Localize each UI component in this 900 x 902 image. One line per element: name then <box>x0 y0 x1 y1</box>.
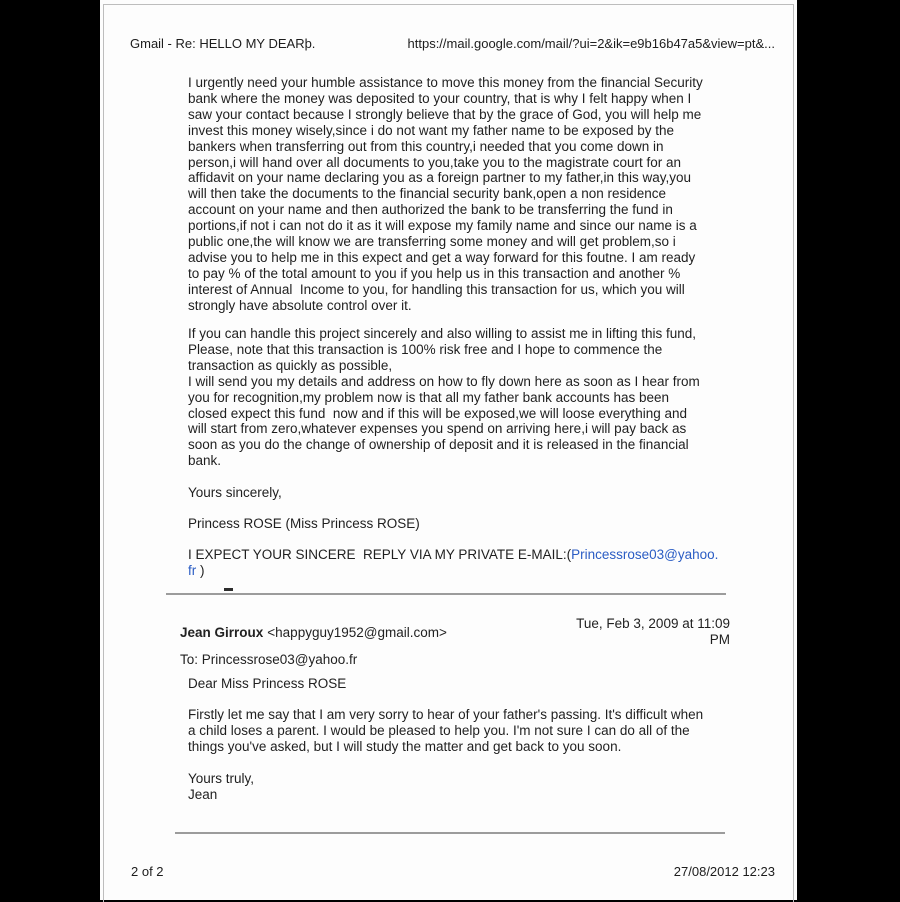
email-body-line: saw your contact because I strongly believe that by the grace of God, you will help me <box>188 106 702 122</box>
email-body-line: to pay % of the total amount to you if you help us in this transaction and another % <box>188 265 681 281</box>
quoted-email-paragraph-1 <box>188 75 703 314</box>
reply-salutation: Dear Miss Princess ROSE <box>188 676 347 691</box>
email-body-line: bank where the money was deposited to your country, that is why I felt happy when I <box>188 90 692 106</box>
email-body-line: account on your name and then authorized the bank to be transferring the fund in <box>188 202 673 218</box>
reply-date <box>576 616 730 648</box>
reply-signature: Jean <box>188 786 218 802</box>
reply-closing: Yours truly, <box>188 771 255 786</box>
email-body-line: person,i will hand over all documents to you,take you to the magistrate court for an <box>188 154 682 170</box>
email-body-line: you for recognition,my problem now is that all my father bank accounts has been <box>188 389 670 405</box>
reply-sender-line <box>180 625 447 640</box>
email-body-line: closed expect this fund now and if this will be exposed,we will loose everything and <box>188 405 688 421</box>
reply-to-line: To: Princessrose03@yahoo.fr <box>180 652 358 667</box>
stray-dash-mark <box>224 588 233 591</box>
email-body-line: Firstly let me say that I am very sorry to hear of your father's passing. It's difficult when <box>188 707 704 722</box>
email-body-line: transaction as quickly as possible, <box>188 357 393 373</box>
email-address-link[interactable]: fr <box>188 562 197 578</box>
email-body-line: soon as you do the change of ownership of deposit and it is released in the financial <box>188 437 689 453</box>
note-text: ) <box>196 562 205 578</box>
private-email-note <box>188 547 718 579</box>
email-address-link[interactable]: Princessrose03@yahoo. <box>571 547 719 562</box>
footer-separator-line <box>175 832 725 834</box>
email-body-line <box>188 563 718 579</box>
email-body-line: strongly have absolute control over it. <box>188 297 412 313</box>
message-separator-line <box>166 593 726 595</box>
email-body-line: affidavit on your name declaring you as a foreign partner to my father,in this way,you <box>188 170 692 186</box>
email-body-line: advise you to help me in this expect and get a way forward for this foutne. I am ready <box>188 249 696 265</box>
email-body-line: I urgently need your humble assistance to move this money from the financial Security <box>188 75 703 90</box>
print-header-title: Gmail - Re: HELLO MY DEARþ. <box>130 36 316 51</box>
reply-date-line: PM <box>709 632 730 647</box>
email-body-line: public one,the will know we are transferring some money and will get problem,so i <box>188 234 676 250</box>
print-footer-timestamp: 27/08/2012 12:23 <box>673 864 775 879</box>
email-body-line: bankers when transferring out from this country,i needed that you come down in <box>188 138 664 154</box>
email-body-line: Please, note that this transaction is 100% risk free and I hope to commence the <box>188 341 663 357</box>
email-body-line: portions,if not i can not do it as it will expose my family name and since our name is a <box>188 218 697 234</box>
email-body-line: a child loses a parent. I would be pleased to help you. I'm not sure I can do all of the <box>188 722 690 738</box>
reply-date-line: Tue, Feb 3, 2009 at 11:09 <box>576 616 730 631</box>
reply-paragraph <box>188 707 703 755</box>
email-body-line: If you can handle this project sincerely and also willing to assist me in lifting this fund, <box>188 326 697 341</box>
note-text: I EXPECT YOUR SINCERE REPLY VIA MY PRIVATE E-MAIL:( <box>188 547 572 562</box>
print-footer-page-number: 2 of 2 <box>131 864 164 879</box>
email-body-line: interest of Annual Income to you, for handling this transaction for us, which you will <box>188 281 685 297</box>
reply-signoff <box>188 771 254 803</box>
sender-email-address: <happyguy1952@gmail.com> <box>267 625 447 640</box>
quoted-email-signature: Princess ROSE (Miss Princess ROSE) <box>188 516 420 531</box>
email-body-line: bank. <box>188 453 222 469</box>
print-header-url: https://mail.google.com/mail/?ui=2&ik=e9b16b47a5&view=pt&... <box>407 36 775 51</box>
printed-page <box>100 0 797 900</box>
quoted-email-closing: Yours sincerely, <box>188 485 282 500</box>
email-body-line: I will send you my details and address on how to fly down here as soon as I hear from <box>188 373 700 389</box>
email-body-line: invest this money wisely,since i do not want my father name to be exposed by the <box>188 122 674 138</box>
email-body-line: will then take the documents to the financial security bank,open a non residence <box>188 186 667 202</box>
quoted-email-paragraph-2 <box>188 326 700 469</box>
sender-name: Jean Girroux <box>180 625 264 640</box>
email-body-line: will start from zero,whatever expenses you spend on arriving here,i will pay back as <box>188 421 687 437</box>
email-body-line <box>188 547 718 563</box>
email-body-line: things you've asked, but I will study the matter and get back to you soon. <box>188 738 622 754</box>
